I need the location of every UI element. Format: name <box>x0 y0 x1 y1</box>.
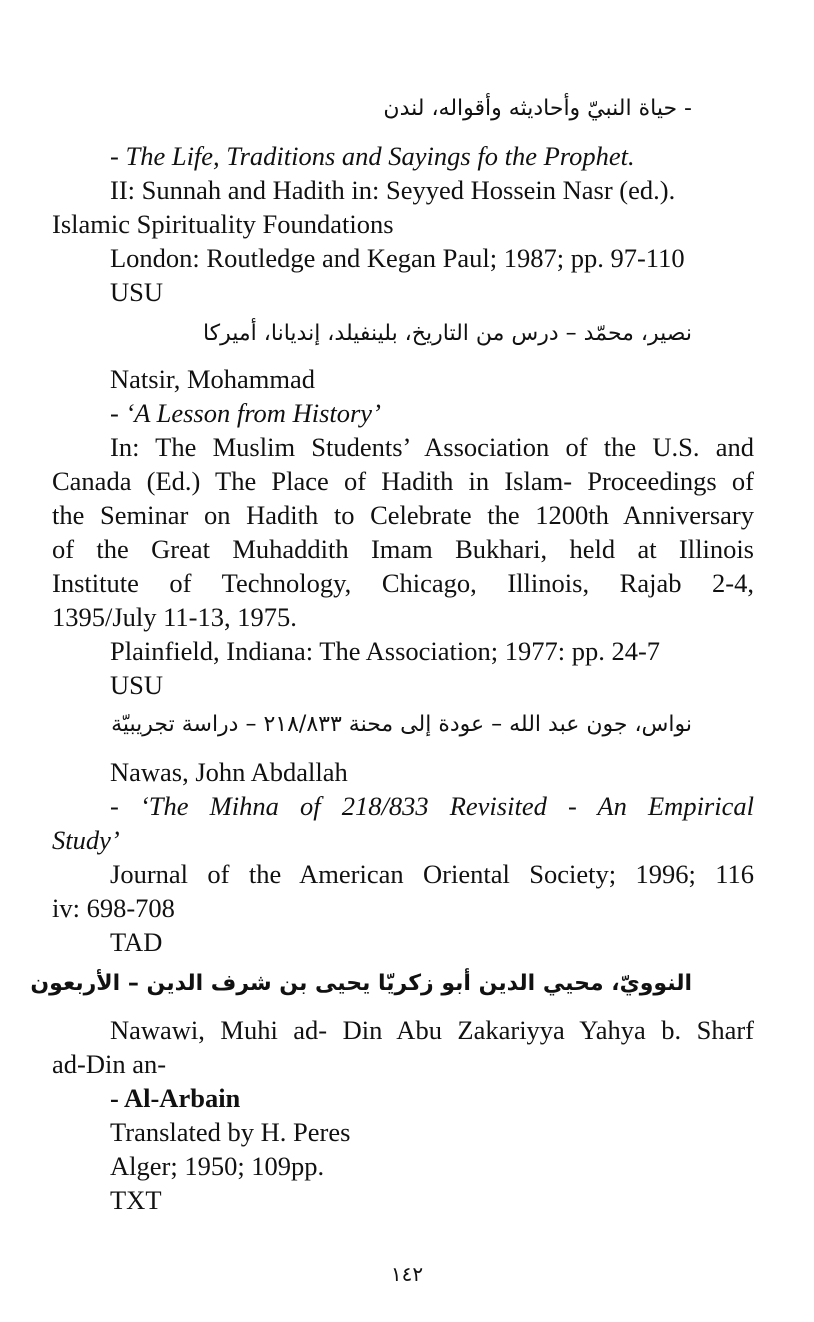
journal-line: Journal of the American Oriental Society; 1996; 116 <box>110 859 754 889</box>
arabic-entry-heading: النوويّ، محيي الدين أبو زكريّا يحيى بن شرف الدين – الأربعون <box>30 971 692 996</box>
english-title-line: - The Life, Traditions and Sayings fo the Prophet. <box>110 141 635 171</box>
description-line: In: The Muslim Students’ Association of the U.S. and <box>110 432 754 462</box>
source-line-continued: Islamic Spirituality Foundations <box>52 209 394 239</box>
library-code: USU <box>110 670 164 700</box>
library-code: TAD <box>110 927 163 957</box>
author-line: Nawawi, Muhi ad- Din Abu Zakariyya Yahya b. Sharf <box>110 1015 754 1045</box>
title-line: - ‘A Lesson from History’ <box>110 398 381 428</box>
library-code: TXT <box>110 1185 162 1215</box>
description-line: Institute of Technology, Chicago, Illinois, Rajab 2-4, <box>52 568 754 598</box>
description-line: of the Great Muhaddith Imam Bukhari, held at Illinois <box>52 534 754 564</box>
page-number: ١٤٢ <box>390 1262 424 1286</box>
title-line-continued: Study’ <box>52 825 120 855</box>
description-line: 1395/July 11-13, 1975. <box>52 602 297 632</box>
author-line-continued: ad-Din an- <box>52 1049 167 1079</box>
title-line: - Al-Arbain <box>110 1083 241 1113</box>
source-line: II: Sunnah and Hadith in: Seyyed Hossein Nasr (ed.). <box>110 175 676 205</box>
arabic-entry-heading: نواس، جون عبد الله – عودة إلى محنة ٢١٨/٨٣٣ – دراسة تجريبيّة <box>111 712 692 737</box>
author-line: Nawas, John Abdallah <box>110 757 348 787</box>
library-code: USU <box>110 277 164 307</box>
description-line: the Seminar on Hadith to Celebrate the 1200th Anniversary <box>52 500 754 530</box>
author-line: Natsir, Mohammad <box>110 364 316 394</box>
arabic-title-line: - حياة النبيّ وأحاديثه وأقواله، لندن <box>383 96 692 121</box>
description-line: Canada (Ed.) The Place of Hadith in Islam- Proceedings of <box>52 466 754 496</box>
publisher-line: London: Routledge and Kegan Paul; 1987; pp. 97-110 <box>110 243 685 273</box>
publisher-line: Alger; 1950; 109pp. <box>110 1151 325 1181</box>
title-line: - ‘The Mihna of 218/833 Revisited - An Empirical <box>110 791 754 821</box>
arabic-entry-heading: نصير، محمّد – درس من التاريخ، بلينفيلد، إنديانا، أميركا <box>202 321 692 346</box>
journal-line-continued: iv: 698-708 <box>52 893 175 923</box>
publisher-line: Plainfield, Indiana: The Association; 1977: pp. 24-7 <box>110 636 661 666</box>
translator-line: Translated by H. Peres <box>110 1117 351 1147</box>
